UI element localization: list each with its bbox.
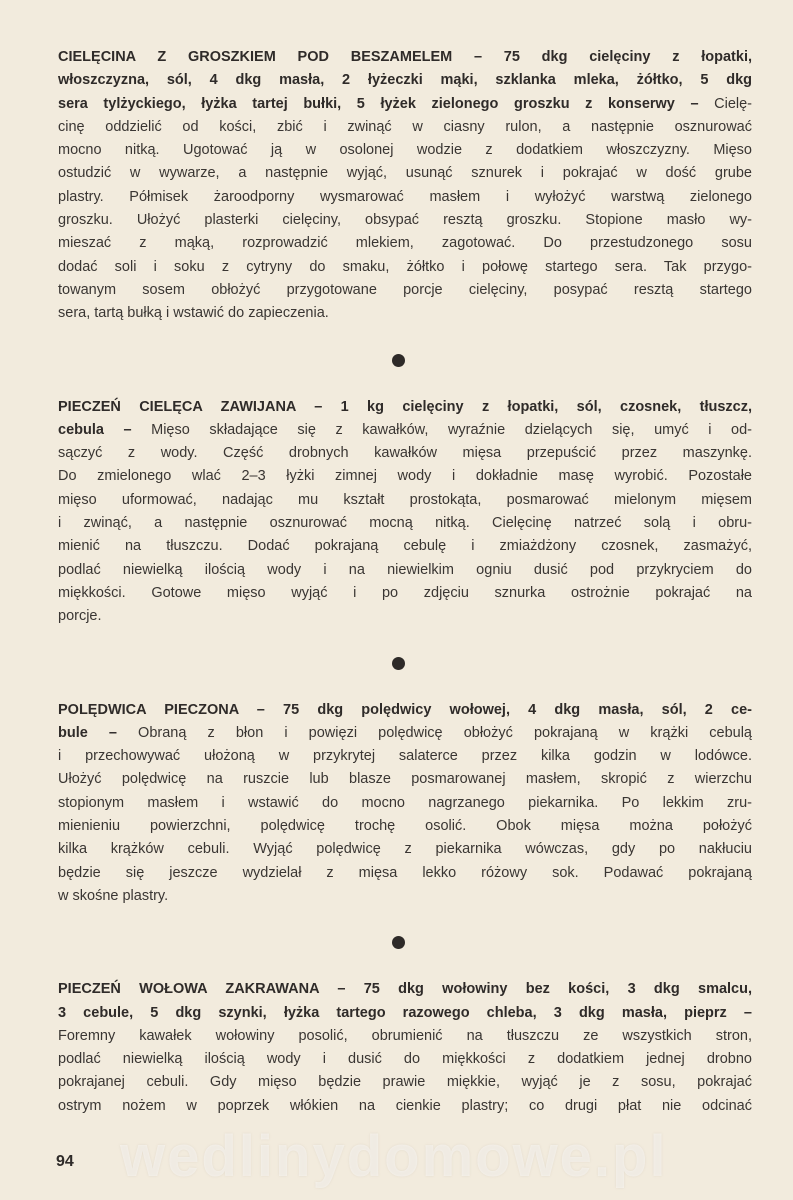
recipe-body-text: w skośne plastry.: [58, 887, 169, 904]
recipe-body-text: mienieniu powierzchni, polędwicę trochę osolić. Obok mięsa można położyć: [58, 818, 752, 835]
text-line: [58, 1025, 752, 1048]
recipe-body-text: mienić na tłuszczu. Dodać pokrajaną cebulę i zmiażdżony czosnek, zasmażyć,: [58, 538, 752, 555]
text-line: [58, 768, 752, 791]
recipe-heading-text: CIELĘCINA Z GROSZKIEM POD BESZAMELEM – 75 dkg cielęciny z łopatki,: [58, 49, 752, 65]
recipe-body-text: towanym sosem obłożyć przygotowane porcje cielęciny, posypać resztą startego: [58, 281, 752, 298]
recipe-heading-text: PIECZEŃ WOŁOWA ZAKRAWANA – 75 dkg wołowiny bez kości, 3 dkg smalcu,: [58, 981, 752, 998]
recipe-body-text: plastry. Półmisek żaroodporny wysmarować masłem i wyłożyć warstwą zielonego: [58, 188, 752, 205]
text-line: [58, 512, 752, 535]
recipe-body-text: pokrajanej cebuli. Gdy mięso będzie prawie miękkie, wyjąć je z sosu, pokrajać: [58, 1074, 752, 1091]
text-line: [58, 699, 752, 722]
text-line: [58, 139, 752, 162]
recipe-body-text: ostudzić w wywarze, a następnie wyjąć, usunąć sznurek i pokrajać w dość grube: [58, 165, 752, 182]
text-line: [58, 256, 752, 279]
text-line: [58, 745, 752, 768]
text-line: [58, 838, 752, 861]
book-page: [58, 46, 752, 1118]
recipe-body-text: porcje.: [58, 608, 102, 625]
bullet-dot-icon: [392, 657, 405, 670]
recipe-separator: [58, 908, 752, 978]
text-line: [58, 792, 752, 815]
recipe-body-text: mieszać z mąką, rozprowadzić mlekiem, zagotować. Do przestudzonego sosu: [58, 235, 752, 252]
text-line: [58, 279, 752, 302]
recipe-paragraph: [58, 396, 752, 629]
recipe-separator: [58, 326, 752, 396]
recipe-body-text: kilka krążków cebuli. Wyjąć polędwicę z piekarnika wówczas, gdy po nakłuciu: [58, 841, 752, 858]
text-line: [58, 46, 752, 69]
recipe-paragraph: [58, 699, 752, 909]
recipe-body-text: mocno nitką. Ugotować ją w osolonej wodzie z dodatkiem włoszczyzny. Mięso: [58, 142, 752, 159]
recipe-body-text: stopionym masłem i wstawić do mocno nagrzanego piekarnika. Po lekkim zru-: [58, 794, 752, 811]
recipe-body-text: podlać niewielką ilością wody i dusić do miękkości z dodatkiem jednej drobno: [58, 1051, 752, 1068]
recipe-body-text: ostrym nożem w poprzek włókien na cienkie plastry; co drugi płat nie odcinać: [58, 1097, 752, 1114]
text-line: [58, 93, 752, 116]
recipe-body-text: Cielę-: [698, 95, 752, 112]
recipe-body-text: sączyć z wody. Część drobnych kawałków mięsa przepuścić przez maszynkę.: [58, 445, 752, 462]
recipe-body-text: Mięso składające się z kawałków, wyraźnie dzielących się, umyć i od-: [131, 421, 752, 438]
recipe-heading-text: sera tylżyckiego, łyżka tartej bułki, 5 łyżek zielonego groszku z konserwy –: [58, 95, 699, 112]
text-line: [58, 862, 752, 885]
text-line: [58, 69, 752, 92]
text-line: [58, 815, 752, 838]
recipe-body-text: podlać niewielką ilością wody i na niewielkim ogniu dusić pod przykryciem do: [58, 561, 752, 578]
watermark: wedlinydomowe.pl: [120, 1124, 668, 1189]
recipe-heading-text: cebula –: [58, 421, 132, 438]
text-line: [58, 465, 752, 488]
recipe-paragraph: [58, 978, 752, 1118]
recipe-body-text: będzie się jeszcze wydzielał z mięsa lekko różowy sok. Podawać pokrajaną: [58, 864, 752, 881]
recipe-body-text: dodać soli i soku z cytryny do smaku, żółtko i połowę startego sera. Tak przygo-: [58, 258, 752, 275]
recipe-heading-text: PIECZEŃ CIELĘCA ZAWIJANA – 1 kg cielęciny z łopatki, sól, czosnek, tłuszcz,: [58, 398, 752, 415]
text-line: [58, 1002, 752, 1025]
recipe-body-text: i zwinąć, a następnie osznurować mocną nitką. Cielęcinę natrzeć solą i obru-: [58, 515, 752, 532]
text-line: [58, 582, 752, 605]
recipe-paragraph: [58, 46, 752, 326]
text-line: [58, 978, 752, 1001]
text-line: [58, 396, 752, 419]
bullet-dot-icon: [392, 936, 405, 949]
text-line: [58, 885, 752, 908]
recipe-body-text: i przechowywać ułożoną w przykrytej salaterce przez kilka godzin w lodówce.: [58, 748, 752, 765]
text-line: [58, 1071, 752, 1094]
text-line: [58, 442, 752, 465]
text-line: [58, 186, 752, 209]
text-line: [58, 489, 752, 512]
recipe-heading-text: bule –: [58, 724, 117, 741]
recipe-body-text: mięso uformować, nadając mu kształt prostokąta, posmarować mielonym mięsem: [58, 491, 752, 508]
text-line: [58, 722, 752, 745]
text-line: [58, 559, 752, 582]
recipe-body-text: groszku. Ułożyć plasterki cielęciny, obsypać resztą groszku. Stopione masło wy-: [58, 212, 752, 229]
text-line: [58, 605, 752, 628]
page-number: 94: [56, 1153, 74, 1170]
text-line: [58, 419, 752, 442]
recipe-body-text: Foremny kawałek wołowiny posolić, obrumienić na tłuszczu ze wszystkich stron,: [58, 1027, 752, 1044]
text-line: [58, 209, 752, 232]
recipe-heading-text: włoszczyzna, sól, 4 dkg masła, 2 łyżeczki mąki, szklanka mleka, żółtko, 5 dkg: [58, 72, 752, 89]
bullet-dot-icon: [392, 354, 405, 367]
recipe-heading-text: POLĘDWICA PIECZONA – 75 dkg polędwicy wołowej, 4 dkg masła, sól, 2 ce-: [58, 701, 752, 718]
text-line: [58, 162, 752, 185]
recipe-body-text: miękkości. Gotowe mięso wyjąć i po zdjęciu sznurka ostrożnie pokrajać na: [58, 584, 752, 601]
recipe-body-text: sera, tartą bułką i wstawić do zapieczenia.: [58, 305, 329, 322]
recipe-body-text: Do zmielonego wlać 2–3 łyżki zimnej wody i dokładnie masę wyrobić. Pozostałe: [58, 468, 752, 485]
recipe-body-text: cinę oddzielić od kości, zbić i zwinąć w ciasny rulon, a następnie osznurować: [58, 118, 752, 135]
text-line: [58, 232, 752, 255]
recipe-separator: [58, 629, 752, 699]
recipe-body-text: Obraną z błon i powięzi polędwicę obłożyć pokrajaną w krążki cebulą: [116, 724, 752, 741]
recipe-body-text: Ułożyć polędwicę na ruszcie lub blasze posmarowanej masłem, skropić z wierzchu: [58, 771, 752, 788]
text-line: [58, 535, 752, 558]
recipe-heading-text: 3 cebule, 5 dkg szynki, łyżka tartego razowego chleba, 3 dkg masła, pieprz –: [58, 1004, 752, 1021]
text-line: [58, 1095, 752, 1118]
text-line: [58, 302, 752, 325]
text-line: [58, 1048, 752, 1071]
text-line: [58, 116, 752, 139]
